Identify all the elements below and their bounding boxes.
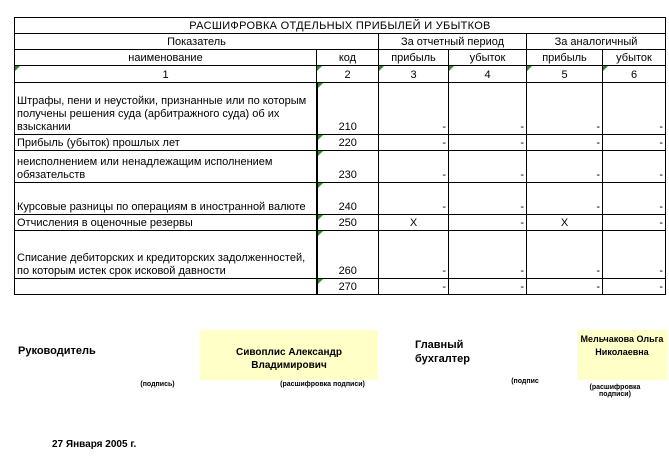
value-cell[interactable]: - — [449, 279, 527, 295]
value-cell[interactable]: - — [379, 151, 449, 183]
col-number: 5 — [561, 69, 568, 81]
value-cell[interactable]: - — [379, 83, 449, 135]
value-cell[interactable]: - — [603, 215, 666, 231]
accountant-label: Главный бухгалтер — [415, 339, 470, 365]
table-row — [15, 83, 666, 135]
value-cell[interactable]: - — [379, 183, 449, 215]
head-label: Руководитель — [18, 345, 96, 357]
indicator-header: Показатель — [15, 34, 379, 50]
row-name: Штрафы, пени и неустойки, признанные или по которым получены решения суда (арбитражного суда) об их взыскании — [15, 83, 317, 135]
table-row — [15, 279, 666, 295]
row-code: 250 — [317, 215, 379, 231]
prior-period-header: За аналогичный — [527, 34, 666, 50]
report-sheet — [14, 17, 666, 295]
report-title: РАСШИФРОВКА ОТДЕЛЬНЫХ ПРИБЫЛЕЙ И УБЫТКОВ — [15, 18, 666, 34]
current-period-header: За отчетный период — [379, 34, 527, 50]
accountant-name-field[interactable]: Мельчакова Ольга Николаевна — [577, 330, 667, 380]
prior-loss-header: убыток — [603, 50, 666, 66]
value-cell[interactable]: - — [379, 135, 449, 151]
row-name: Отчисления в оценочные резервы — [15, 215, 317, 231]
row-name: Списание дебиторских и кредиторских задолженностей, по которым истек срок исковой давности — [15, 231, 317, 279]
current-profit-header: прибыль — [379, 50, 449, 66]
value-cell[interactable]: - — [527, 151, 603, 183]
accountant-decode-caption: (расшифровка подписи) — [589, 384, 641, 398]
prior-profit-header: прибыль — [527, 50, 603, 66]
value-cell[interactable]: - — [449, 231, 527, 279]
col-number: 1 — [162, 69, 169, 81]
value-cell[interactable]: - — [527, 231, 603, 279]
row-code: 260 — [317, 231, 379, 279]
value-cell[interactable]: - — [603, 83, 666, 135]
row-code: 270 — [317, 279, 379, 295]
value-cell[interactable]: - — [379, 279, 449, 295]
value-cell[interactable]: - — [603, 151, 666, 183]
code-header: код — [317, 50, 379, 66]
profit-loss-table — [14, 17, 666, 295]
value-cell[interactable]: - — [449, 215, 527, 231]
value-cell[interactable]: - — [379, 231, 449, 279]
row-code: 210 — [317, 83, 379, 135]
col-number: 6 — [630, 69, 638, 81]
table-row — [15, 231, 666, 279]
value-cell[interactable]: - — [449, 83, 527, 135]
value-cell[interactable]: - — [603, 279, 666, 295]
col-number: 2 — [344, 69, 351, 81]
head-name-field[interactable]: Сивоплис Александр Владимирович — [200, 330, 378, 380]
value-cell[interactable]: - — [603, 183, 666, 215]
row-name: Прибыль (убыток) прошлых лет — [15, 135, 317, 151]
col-number: 3 — [410, 69, 417, 81]
row-code: 230 — [317, 151, 379, 183]
current-loss-header: убыток — [449, 50, 527, 66]
table-row — [15, 183, 666, 215]
row-name: неисполнением или ненадлежащим исполнением обязательств — [15, 151, 317, 183]
name-header: наименование — [15, 50, 317, 66]
table-row — [15, 215, 666, 231]
value-cell[interactable]: X — [527, 215, 603, 231]
row-code: 220 — [317, 135, 379, 151]
row-name — [15, 279, 317, 295]
value-cell[interactable]: - — [527, 83, 603, 135]
value-cell[interactable]: - — [527, 183, 603, 215]
row-code: 240 — [317, 183, 379, 215]
accountant-sign-caption: (подпис — [511, 378, 539, 385]
table-row — [15, 151, 666, 183]
table-row — [15, 135, 666, 151]
head-sign-caption: (подпись) — [140, 381, 175, 388]
value-cell[interactable]: - — [449, 151, 527, 183]
col-number: 4 — [484, 69, 491, 81]
value-cell[interactable]: - — [449, 135, 527, 151]
value-cell[interactable]: X — [379, 215, 449, 231]
value-cell[interactable]: - — [449, 183, 527, 215]
value-cell[interactable]: - — [603, 135, 666, 151]
value-cell[interactable]: - — [603, 231, 666, 279]
report-date: 27 Января 2005 г. — [52, 439, 137, 450]
column-number-row — [15, 66, 666, 83]
row-name: Курсовые разницы по операциям в иностранной валюте — [15, 183, 317, 215]
head-decode-caption: (расшифровка подписи) — [280, 381, 365, 388]
value-cell[interactable]: - — [527, 135, 603, 151]
value-cell[interactable]: - — [527, 279, 603, 295]
